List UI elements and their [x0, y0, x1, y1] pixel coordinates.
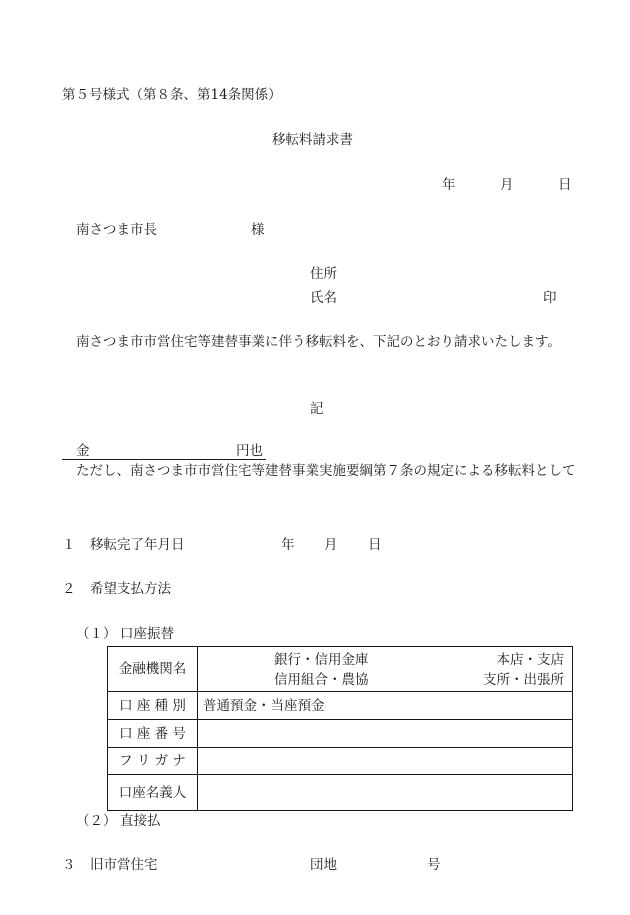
- item2-number: ２: [62, 581, 76, 597]
- option1-number: （１）: [76, 626, 117, 642]
- branch-type-line1: 本店・支店: [496, 652, 564, 668]
- date-year-label: 年: [442, 177, 456, 193]
- branch-type-line2: 支所・出張所: [483, 672, 564, 688]
- item1-number: １: [62, 537, 76, 553]
- bank-name-label: 金融機関名: [108, 647, 198, 692]
- bank-type-line2: 信用組合・農協: [274, 672, 369, 688]
- amount-prefix: 金: [76, 443, 90, 459]
- table-row: [108, 775, 573, 811]
- item3-danchi-label: 団地: [310, 857, 337, 873]
- option1-label: 口座振替: [120, 626, 174, 642]
- account-number-value: [198, 720, 573, 748]
- account-number-label: 口 座 番 号: [108, 720, 198, 748]
- table-row: [108, 720, 573, 748]
- proviso-paragraph: ただし、南さつま市市営住宅等建替事業実施要綱第７条の規定による移転料として: [76, 463, 576, 479]
- furigana-value: [198, 748, 573, 775]
- amount-suffix: 円也: [236, 443, 263, 459]
- account-holder-label: 口座名義人: [108, 775, 198, 811]
- table-row: [108, 647, 573, 692]
- option2-label: 直接払: [120, 813, 161, 829]
- account-holder-value: [198, 775, 573, 811]
- addressee-name: 南さつま市長: [76, 222, 157, 238]
- item2-label: 希望支払方法: [90, 581, 171, 597]
- item1-month-label: 月: [324, 537, 338, 553]
- ki-heading: 記: [310, 401, 324, 417]
- table-row: [108, 748, 573, 775]
- option2-number: （２）: [76, 813, 117, 829]
- address-label: 住所: [310, 266, 337, 282]
- account-type-label: 口 座 種 別: [108, 692, 198, 720]
- bank-type-line1: 銀行・信用金庫: [274, 652, 369, 668]
- item3-go-label: 号: [427, 857, 441, 873]
- item1-year-label: 年: [281, 537, 295, 553]
- bank-name-cell: [198, 647, 573, 692]
- item3-label: 旧市営住宅: [90, 857, 158, 873]
- item1-day-label: 日: [368, 537, 382, 553]
- date-day-label: 日: [558, 177, 572, 193]
- seal-mark: 印: [543, 290, 557, 306]
- item3-number: ３: [62, 857, 76, 873]
- furigana-label: フ リ ガ ナ: [108, 748, 198, 775]
- item1-label: 移転完了年月日: [90, 537, 185, 553]
- table-row: [108, 692, 573, 720]
- date-month-label: 月: [500, 177, 514, 193]
- addressee-honorific: 様: [251, 222, 265, 238]
- account-type-value: 普通預金・当座預金: [198, 692, 573, 720]
- name-label: 氏名: [310, 290, 337, 306]
- request-paragraph: 南さつま市市営住宅等建替事業に伴う移転料を、下記のとおり請求いたします。: [76, 334, 561, 350]
- bank-account-table: [107, 646, 573, 811]
- form-number: 第５号様式（第８条、第14条関係）: [62, 87, 282, 103]
- document-title: 移転料請求書: [272, 132, 353, 148]
